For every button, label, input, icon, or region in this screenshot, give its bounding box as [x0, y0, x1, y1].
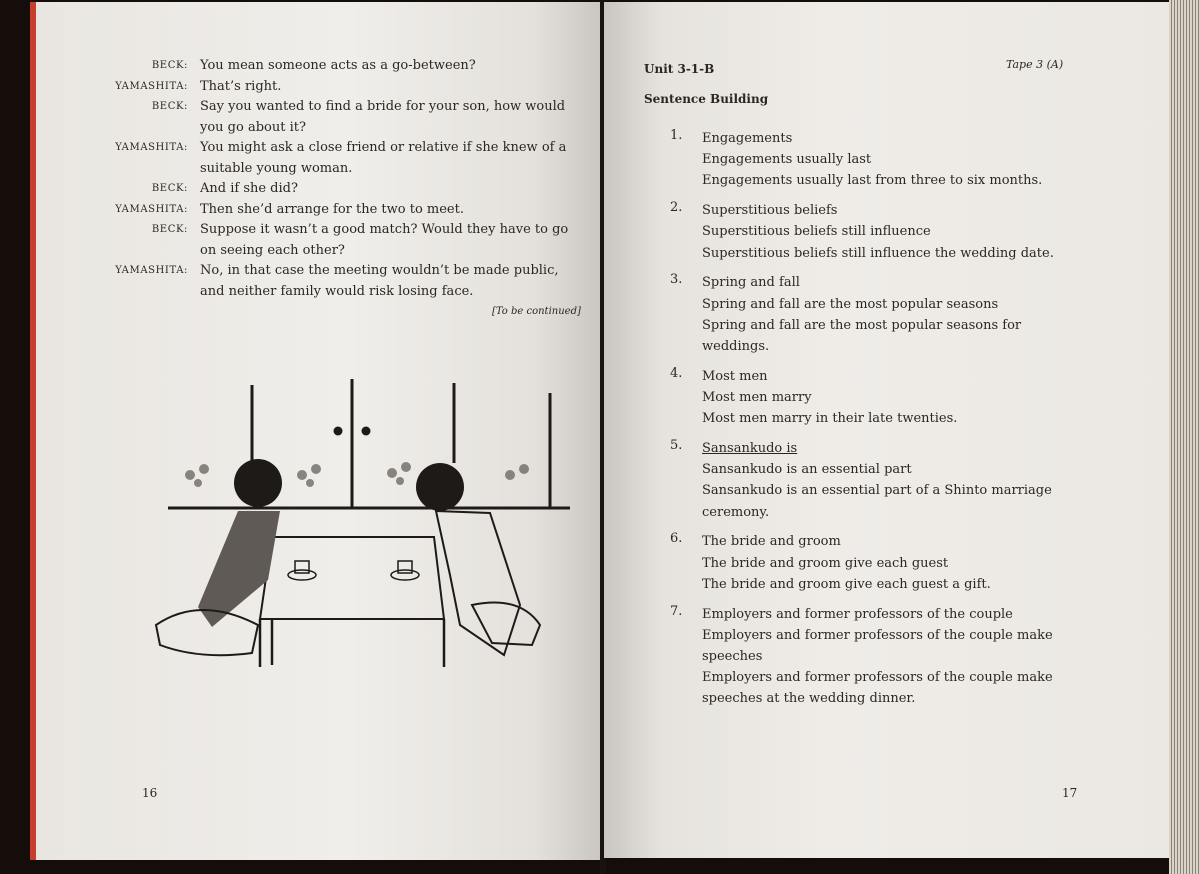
page-number-left: 16: [142, 786, 158, 800]
sentence: Employers and former professors of the couple make speeches: [702, 627, 1053, 665]
dialogue-text: You might ask a close friend or relative if she knew of a suitable young woman.: [200, 140, 567, 176]
speaker-label: YAMASHITA:: [115, 80, 188, 92]
sentence: Employers and former professors of the couple make speeches at the wedding dinner.: [702, 670, 1053, 707]
dialogue-text: Suppose it wasn’t a good match? Would they have to go on seeing each other?: [200, 222, 569, 258]
speaker-label: BECK:: [151, 101, 188, 112]
sentence: Engagements usually last from three to six months.: [702, 173, 1043, 189]
sentence: Engagements usually last: [702, 152, 872, 168]
sentence: Sansankudo is: [702, 441, 798, 457]
dialogue-text: And if she did?: [200, 181, 298, 196]
dialogue-line: [110, 77, 580, 98]
list-item: [670, 531, 1090, 595]
item-number: 6.: [670, 531, 683, 547]
dialogue-line: [110, 220, 580, 261]
sentence: Superstitious beliefs still influence the wedding date.: [702, 245, 1054, 261]
sentence: Superstitious beliefs: [702, 203, 838, 219]
dialogue-text: Then she’d arrange for the two to meet.: [200, 201, 464, 217]
speaker-label: BECK:: [151, 60, 188, 71]
unit-label: Unit 3-1-B: [644, 62, 715, 76]
item-number: 2.: [670, 200, 683, 216]
sentence-list: [670, 128, 1090, 718]
list-item: [670, 366, 1090, 430]
list-item: [670, 604, 1090, 710]
to-be-continued-note: [To be continued]: [492, 306, 581, 317]
speaker-label: BECK:: [151, 183, 188, 194]
dialogue-text: Say you wanted to find a bride for your son, how would you go about it?: [200, 99, 566, 135]
section-title: Sentence Building: [644, 92, 769, 106]
speaker-label: YAMASHITA:: [115, 265, 188, 276]
sentence: Superstitious beliefs still influence: [702, 224, 931, 240]
tape-label: Tape 3 (A): [1006, 58, 1064, 71]
item-number: 1.: [670, 128, 683, 143]
dialogue-text: No, in that case the meeting wouldn’t be made public, and neither family would risk losing face.: [200, 263, 559, 299]
dialogue-line: [110, 261, 580, 302]
page-edges: [1169, 0, 1200, 874]
sentence: Sansankudo is an essential part: [702, 462, 912, 478]
dialogue-line: [110, 138, 580, 179]
dialogue-text: That’s right.: [200, 78, 282, 94]
speaker-label: BECK:: [151, 224, 188, 235]
item-number: 5.: [670, 438, 683, 454]
dialogue-line: [110, 179, 580, 200]
dialogue-line: [110, 200, 580, 221]
sentence: Engagements: [702, 131, 793, 146]
list-item: [670, 128, 1090, 192]
dialogue-line: [110, 97, 580, 138]
sentence: Employers and former professors of the couple: [702, 606, 1013, 622]
sentence: Spring and fall are the most popular seasons: [702, 296, 999, 312]
sentence: Most men marry in their late twenties.: [702, 411, 958, 427]
sentence: Most men marry: [702, 390, 812, 406]
sentence: Spring and fall: [702, 275, 800, 291]
sentence: The bride and groom give each guest a gift.: [702, 576, 991, 592]
illustration: [140, 375, 580, 675]
dialogue: [110, 56, 580, 302]
sentence: The bride and groom give each guest: [702, 555, 949, 571]
speaker-label: YAMASHITA:: [115, 142, 188, 153]
item-number: 4.: [670, 365, 683, 381]
list-item: [670, 272, 1090, 357]
sentence: Sansankudo is an essential part of a Shinto marriage ceremony.: [702, 483, 1052, 520]
dialogue-line: [110, 56, 580, 77]
speaker-label: YAMASHITA:: [115, 203, 188, 215]
item-number: 3.: [670, 272, 683, 288]
list-item: [670, 200, 1090, 264]
sentence: The bride and groom: [702, 534, 841, 550]
list-item: [670, 438, 1090, 523]
item-number: 7.: [670, 603, 683, 619]
page-number-right: 17: [1062, 786, 1078, 800]
dialogue-text: You mean someone acts as a go-between?: [200, 58, 476, 73]
sentence: Spring and fall are the most popular seasons for weddings.: [702, 317, 1022, 355]
sentence: Most men: [702, 368, 768, 384]
